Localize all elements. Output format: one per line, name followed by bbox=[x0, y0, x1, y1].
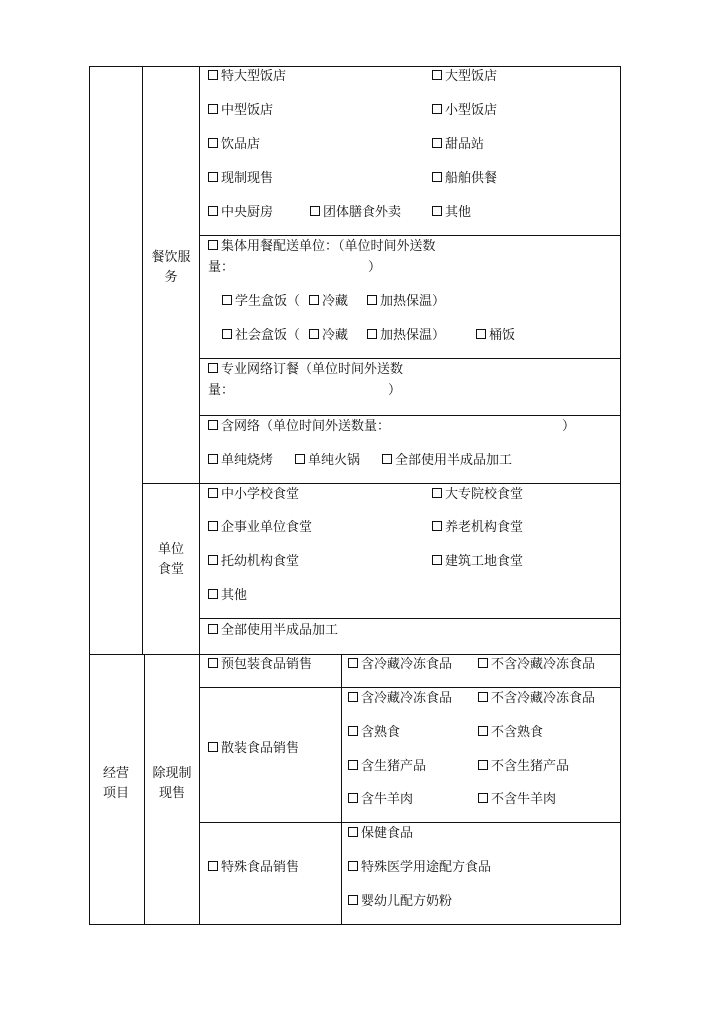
checkbox[interactable] bbox=[432, 521, 442, 531]
option-student-cold[interactable] bbox=[309, 294, 348, 310]
option-label: 含冷藏冷冻食品 bbox=[361, 691, 453, 706]
option-elderly-canteen[interactable] bbox=[432, 520, 523, 536]
option-bulk-with-pork[interactable] bbox=[348, 759, 426, 775]
checkbox[interactable] bbox=[348, 658, 358, 668]
option-with-network[interactable] bbox=[208, 419, 390, 435]
checkbox[interactable] bbox=[432, 104, 442, 114]
option-label: 饮品店 bbox=[221, 137, 261, 152]
business-items-label bbox=[92, 764, 140, 804]
checkbox[interactable] bbox=[208, 420, 218, 430]
option-label: 冷藏 bbox=[322, 328, 349, 343]
option-social-cold[interactable] bbox=[309, 328, 348, 344]
checkbox[interactable] bbox=[478, 760, 488, 770]
group-delivery-close bbox=[368, 260, 381, 276]
close-paren: ） bbox=[562, 419, 576, 434]
checkbox[interactable] bbox=[208, 70, 218, 80]
checkbox[interactable] bbox=[348, 726, 358, 736]
option-bucket-meal[interactable] bbox=[476, 328, 515, 344]
option-label: 不含生猪产品 bbox=[491, 759, 570, 774]
option-label: 加热保温） bbox=[380, 294, 446, 309]
row-line-catering-3 bbox=[199, 415, 621, 416]
group-delivery-line1: 集体用餐配送单位：（单位时间外送数 bbox=[221, 239, 436, 254]
row-line-catering-2 bbox=[199, 358, 621, 359]
option-label: 托幼机构食堂 bbox=[221, 554, 300, 569]
option-label: 甜品站 bbox=[445, 137, 485, 152]
option-medium-restaurant[interactable] bbox=[208, 103, 273, 119]
option-canteen-other[interactable] bbox=[208, 588, 247, 604]
option-central-kitchen[interactable] bbox=[208, 205, 273, 221]
option-enterprise-canteen[interactable] bbox=[208, 520, 312, 536]
option-bulk-without-pork[interactable] bbox=[478, 759, 569, 775]
checkbox[interactable] bbox=[478, 793, 488, 803]
table-border-top bbox=[89, 66, 621, 67]
row-line-catering-1 bbox=[199, 235, 621, 236]
table-border-right bbox=[620, 66, 621, 925]
checkbox[interactable] bbox=[478, 726, 488, 736]
quantity-label: 量： bbox=[208, 383, 235, 398]
sales-text: 除现制现售 bbox=[152, 766, 192, 801]
checkbox[interactable] bbox=[478, 658, 488, 668]
option-label: 养老机构食堂 bbox=[445, 520, 524, 535]
option-bulk-with-cooked[interactable] bbox=[348, 725, 400, 741]
checkbox[interactable] bbox=[208, 172, 218, 182]
online-order-line2 bbox=[208, 383, 234, 399]
option-social-heat[interactable] bbox=[367, 328, 445, 344]
catering-text: 餐饮服务 bbox=[151, 250, 191, 285]
catering-label bbox=[144, 248, 198, 288]
option-prepackaged-sales[interactable] bbox=[208, 657, 312, 673]
checkbox[interactable] bbox=[309, 329, 319, 339]
option-catering-semi-finished[interactable] bbox=[382, 453, 512, 469]
option-school-canteen[interactable] bbox=[208, 487, 299, 503]
checkbox[interactable] bbox=[208, 521, 218, 531]
option-label: 含生猪产品 bbox=[361, 759, 427, 774]
divider-col1-bottom bbox=[144, 654, 145, 925]
option-label: 中央厨房 bbox=[221, 205, 274, 220]
option-label: 不含熟食 bbox=[491, 725, 544, 740]
checkbox[interactable] bbox=[310, 206, 320, 216]
checkbox[interactable] bbox=[208, 488, 218, 498]
option-label: 现制现售 bbox=[221, 171, 274, 186]
checkbox[interactable] bbox=[208, 206, 218, 216]
option-made-on-site[interactable] bbox=[208, 171, 273, 187]
option-label: 全部使用半成品加工 bbox=[221, 623, 339, 638]
checkbox[interactable] bbox=[208, 363, 218, 373]
option-label: 特殊食品销售 bbox=[221, 860, 300, 875]
checkbox[interactable] bbox=[432, 70, 442, 80]
checkbox[interactable] bbox=[348, 861, 358, 871]
option-small-restaurant[interactable] bbox=[432, 103, 497, 119]
option-label: 不含冷藏冷冻食品 bbox=[491, 691, 596, 706]
option-label: 特殊医学用途配方食品 bbox=[361, 860, 492, 875]
checkbox[interactable] bbox=[478, 692, 488, 702]
close-paren: ） bbox=[388, 383, 402, 398]
option-label: 加热保温） bbox=[380, 328, 446, 343]
option-label: 建筑工地食堂 bbox=[445, 554, 524, 569]
divider-col2 bbox=[199, 66, 200, 925]
option-canteen-semi-finished[interactable] bbox=[208, 623, 338, 639]
option-catering-other[interactable] bbox=[432, 205, 471, 221]
option-dessert-station[interactable] bbox=[432, 137, 484, 153]
checkbox[interactable] bbox=[208, 555, 218, 565]
table-border-bottom bbox=[89, 924, 621, 925]
row-line-bulk-top bbox=[199, 687, 621, 688]
close-paren: ） bbox=[368, 260, 382, 275]
option-bulk-with-beef-mutton[interactable] bbox=[348, 792, 413, 808]
option-bulk-sales[interactable] bbox=[208, 741, 299, 757]
checkbox[interactable] bbox=[476, 329, 486, 339]
option-drink-shop[interactable] bbox=[208, 137, 260, 153]
option-college-canteen[interactable] bbox=[432, 487, 523, 503]
divider-col3 bbox=[341, 654, 342, 925]
option-label: 学生盒饭（ bbox=[235, 294, 301, 309]
option-bulk-without-cooked[interactable] bbox=[478, 725, 543, 741]
option-label: 含牛羊肉 bbox=[361, 792, 414, 807]
option-bulk-without-beef-mutton[interactable] bbox=[478, 792, 556, 808]
option-group-meal-takeout[interactable] bbox=[310, 205, 401, 221]
option-label: 小型饭店 bbox=[445, 103, 498, 118]
option-special-food-sales[interactable] bbox=[208, 860, 299, 876]
option-label: 预包装食品销售 bbox=[221, 657, 313, 672]
option-bulk-with-cold[interactable] bbox=[348, 691, 452, 707]
option-label: 含冷藏冷冻食品 bbox=[361, 657, 453, 672]
checkbox[interactable] bbox=[208, 240, 218, 250]
option-kindergarten-canteen[interactable] bbox=[208, 554, 299, 570]
option-label: 保健食品 bbox=[361, 826, 414, 841]
checkbox[interactable] bbox=[348, 793, 358, 803]
option-label: 婴幼儿配方奶粉 bbox=[361, 894, 453, 909]
option-bulk-without-cold[interactable] bbox=[478, 691, 595, 707]
checkbox[interactable] bbox=[222, 295, 232, 305]
option-label: 船舶供餐 bbox=[445, 171, 498, 186]
option-extra-large-restaurant[interactable] bbox=[208, 69, 286, 85]
option-only-hotpot[interactable] bbox=[295, 453, 360, 469]
checkbox[interactable] bbox=[208, 861, 218, 871]
checkbox[interactable] bbox=[382, 454, 392, 464]
option-label: 桶饭 bbox=[489, 328, 516, 343]
option-label: 企事业单位食堂 bbox=[221, 520, 313, 535]
option-label: 大型饭店 bbox=[445, 69, 498, 84]
checkbox[interactable] bbox=[348, 692, 358, 702]
checkbox[interactable] bbox=[432, 555, 442, 565]
checkbox[interactable] bbox=[432, 488, 442, 498]
option-label: 大专院校食堂 bbox=[445, 487, 524, 502]
option-label: 中型饭店 bbox=[221, 103, 274, 118]
option-label: 社会盒饭（ bbox=[235, 328, 301, 343]
option-label: 冷藏 bbox=[322, 294, 349, 309]
option-label: 中小学校食堂 bbox=[221, 487, 300, 502]
checkbox[interactable] bbox=[367, 295, 377, 305]
option-student-heat[interactable] bbox=[367, 294, 445, 310]
option-construction-canteen[interactable] bbox=[432, 554, 523, 570]
row-line-canteen-top bbox=[142, 483, 621, 484]
online-order-close bbox=[388, 383, 401, 399]
option-label: 团体膳食外卖 bbox=[323, 205, 402, 220]
checkbox[interactable] bbox=[348, 760, 358, 770]
option-prepackaged-with-cold[interactable] bbox=[348, 657, 452, 673]
canteen-text: 单位食堂 bbox=[157, 542, 184, 577]
business-items-text: 经营项目 bbox=[102, 766, 129, 801]
canteen-label bbox=[144, 540, 198, 580]
row-line-special-top bbox=[199, 822, 621, 823]
checkbox[interactable] bbox=[208, 742, 218, 752]
option-ship-catering[interactable] bbox=[432, 171, 497, 187]
option-label: 散装食品销售 bbox=[221, 741, 300, 756]
group-delivery-line2 bbox=[208, 260, 234, 276]
checkbox[interactable] bbox=[309, 295, 319, 305]
checkbox[interactable] bbox=[367, 329, 377, 339]
option-prepackaged-without-cold[interactable] bbox=[478, 657, 595, 673]
option-label: 含网络（单位时间外送数量： bbox=[221, 419, 391, 434]
option-label: 单纯火锅 bbox=[308, 453, 361, 468]
option-medical-formula[interactable] bbox=[348, 860, 491, 876]
checkbox[interactable] bbox=[208, 454, 218, 464]
checkbox[interactable] bbox=[348, 827, 358, 837]
option-group-delivery[interactable] bbox=[208, 239, 436, 255]
option-label: 单纯烧烤 bbox=[221, 453, 274, 468]
checkbox[interactable] bbox=[432, 172, 442, 182]
option-label: 特大型饭店 bbox=[221, 69, 287, 84]
option-student-meal[interactable] bbox=[222, 294, 300, 310]
divider-col1-top bbox=[142, 66, 143, 654]
option-label: 含熟食 bbox=[361, 725, 401, 740]
option-large-restaurant[interactable] bbox=[432, 69, 497, 85]
row-line-canteen-semi bbox=[199, 618, 621, 619]
checkbox[interactable] bbox=[222, 329, 232, 339]
row-line-sales-top bbox=[89, 654, 621, 655]
option-social-meal[interactable] bbox=[222, 328, 300, 344]
option-infant-formula[interactable] bbox=[348, 894, 452, 910]
option-label: 全部使用半成品加工 bbox=[395, 453, 513, 468]
with-network-close bbox=[562, 419, 575, 435]
option-online-order[interactable] bbox=[208, 362, 403, 378]
checkbox[interactable] bbox=[208, 589, 218, 599]
quantity-label: 量： bbox=[208, 260, 235, 275]
checkbox[interactable] bbox=[348, 895, 358, 905]
table-border-left bbox=[89, 66, 90, 925]
checkbox[interactable] bbox=[208, 658, 218, 668]
checkbox[interactable] bbox=[208, 624, 218, 634]
checkbox[interactable] bbox=[295, 454, 305, 464]
online-order-line1: 专业网络订餐（单位时间外送数 bbox=[221, 362, 404, 377]
sales-label bbox=[146, 764, 198, 804]
checkbox[interactable] bbox=[208, 104, 218, 114]
checkbox[interactable] bbox=[208, 138, 218, 148]
checkbox[interactable] bbox=[432, 138, 442, 148]
option-label: 不含冷藏冷冻食品 bbox=[491, 657, 596, 672]
option-label: 其他 bbox=[445, 205, 472, 220]
option-label: 不含牛羊肉 bbox=[491, 792, 557, 807]
option-only-bbq[interactable] bbox=[208, 453, 273, 469]
checkbox[interactable] bbox=[432, 206, 442, 216]
option-label: 其他 bbox=[221, 588, 248, 603]
option-health-food[interactable] bbox=[348, 826, 413, 842]
